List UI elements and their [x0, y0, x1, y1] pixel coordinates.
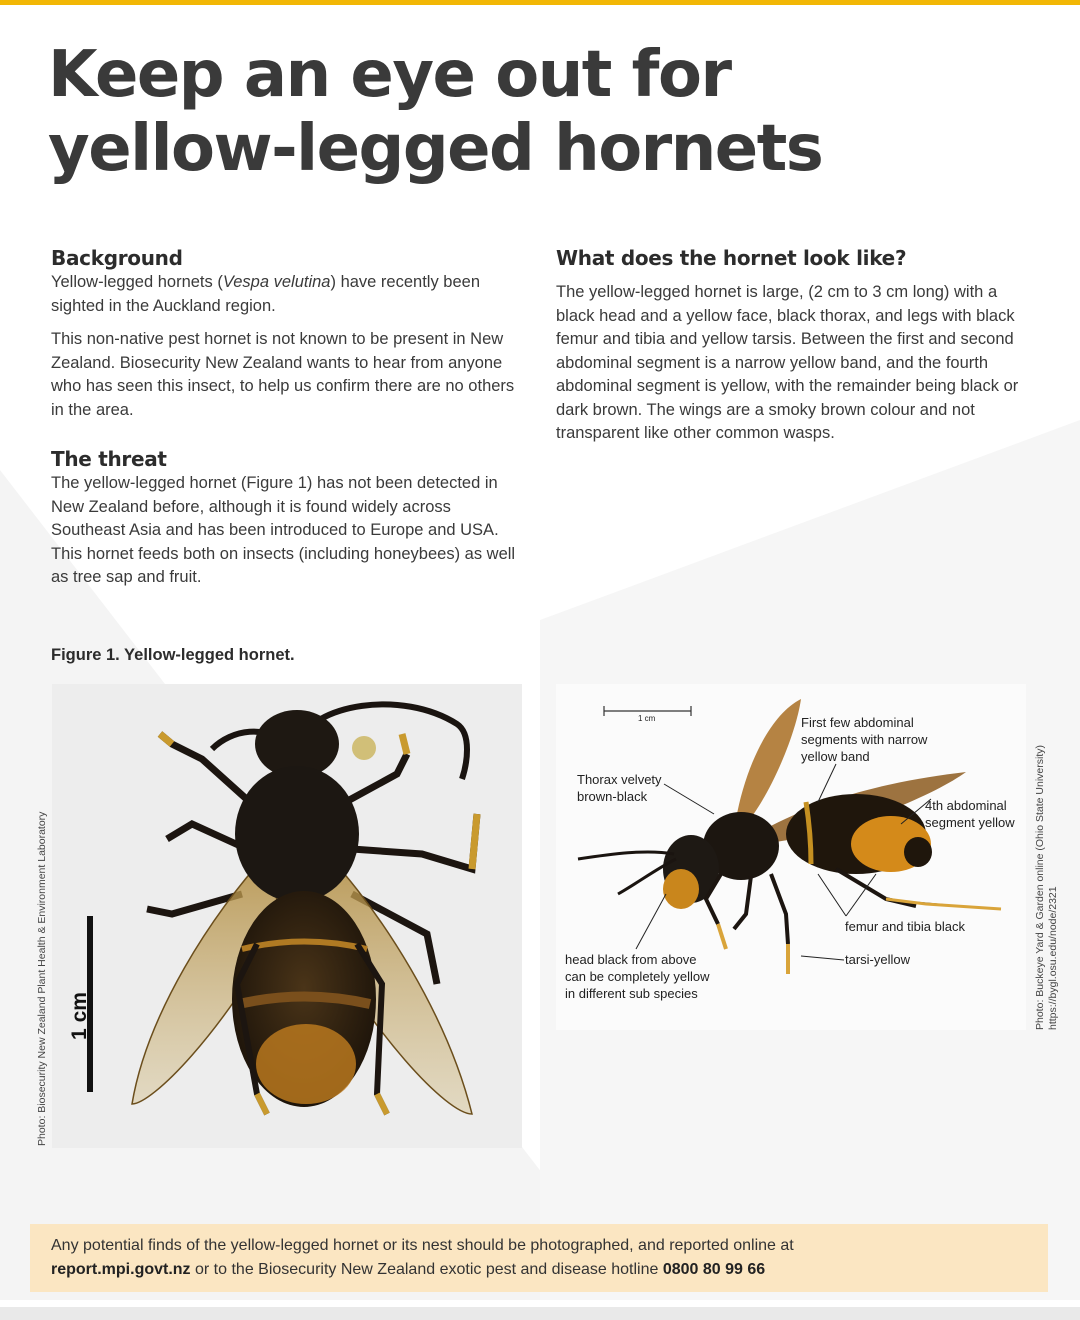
threat-paragraph: The yellow-legged hornet (Figure 1) has not been detected in New Zealand before, although it is found widely across Southeast Asia and has been introduced to Europe and USA. This hornet feeds both on insects (including honeybees) as well as tree sap and fruit.: [51, 474, 516, 586]
right-photo-credit: [1034, 700, 1060, 1030]
notice-text-2: or to the Biosecurity New Zealand exotic pest and disease hotline: [190, 1261, 663, 1278]
annotation-fourth-2: segment yellow: [925, 815, 1015, 830]
background-heading: Background: [51, 246, 183, 270]
left-photo-credit: Photo: Biosecurity New Zealand Plant Health & Environment Laboratory: [36, 811, 48, 1146]
annotation-abdominal-2: segments with narrow: [801, 732, 928, 747]
left-scale-bar: [62, 984, 102, 1044]
background-paragraph-2: This non-native pest hornet is not known to be present in New Zealand. Biosecurity New Zealand wants to hear from anyone who has seen this insect, to help us confirm there are no others in the area.: [51, 330, 515, 419]
annotation-femur: femur and tibia black: [845, 919, 965, 934]
bottom-rule: [0, 1307, 1080, 1320]
annotation-abdominal-3: yellow band: [801, 749, 870, 764]
left-scale-label: 1 cm: [67, 992, 91, 1040]
hornet-side-view-photo: [556, 684, 1026, 1030]
annotation-fourth-1: 4th abdominal: [925, 798, 1007, 813]
annotation-abdominal-1: First few abdominal: [801, 715, 914, 730]
left-column: [51, 245, 521, 590]
annotation-head-2: can be completely yellow: [565, 969, 710, 984]
figure-caption: Figure 1. Yellow-legged hornet.: [51, 646, 295, 664]
report-link[interactable]: report.mpi.govt.nz: [51, 1261, 191, 1278]
page-title: [48, 38, 822, 186]
annotation-tarsi: tarsi-yellow: [845, 952, 911, 967]
threat-heading: The threat: [51, 447, 167, 471]
reporting-notice: [30, 1224, 1048, 1292]
annotation-head-1: head black from above: [565, 952, 697, 967]
background-text-a: Yellow-legged hornets (: [51, 273, 223, 291]
hotline-number: 0800 80 99 66: [662, 1261, 766, 1278]
notice-line-2: [51, 1258, 1027, 1282]
notice-line-1: Any potential finds of the yellow-legged hornet or its nest should be photographed, and reported online at: [51, 1237, 794, 1254]
right-credit-line-1: Photo: Buckeye Yard & Garden online (Ohio State University): [1034, 744, 1046, 1030]
annotation-head-3: in different sub species: [565, 986, 698, 1001]
annotation-thorax-1: Thorax velvety: [577, 772, 662, 787]
right-scale-label: 1 cm: [638, 714, 656, 723]
background-text-b: ) have recently been sighted in the Auckland region.: [51, 273, 480, 315]
right-column: [556, 245, 1031, 446]
background-paragraph-1: [51, 271, 521, 318]
appearance-heading: What does the hornet look like?: [556, 246, 907, 270]
species-name: Vespa velutina: [222, 273, 331, 291]
annotation-thorax-2: brown-black: [577, 789, 648, 804]
appearance-paragraph: The yellow-legged hornet is large, (2 cm to 3 cm long) with a black head and a yellow face, black thorax, and legs with black femur and tibia and yellow tarsis. Between the first and second abdominal segment is a narrow yellow band, and the fourth abdominal segment is yellow, with the remainder being black or dark brown. The wings are a smoky brown colour and not transparent like other common wasps.: [556, 283, 1019, 442]
title-line-2: yellow-legged hornets: [48, 112, 823, 186]
right-credit-line-2: https://bygl.osu.edu/node/2321: [1047, 886, 1059, 1030]
title-line-1: Keep an eye out for: [48, 38, 731, 112]
hornet-top-view-photo: [52, 684, 522, 1148]
